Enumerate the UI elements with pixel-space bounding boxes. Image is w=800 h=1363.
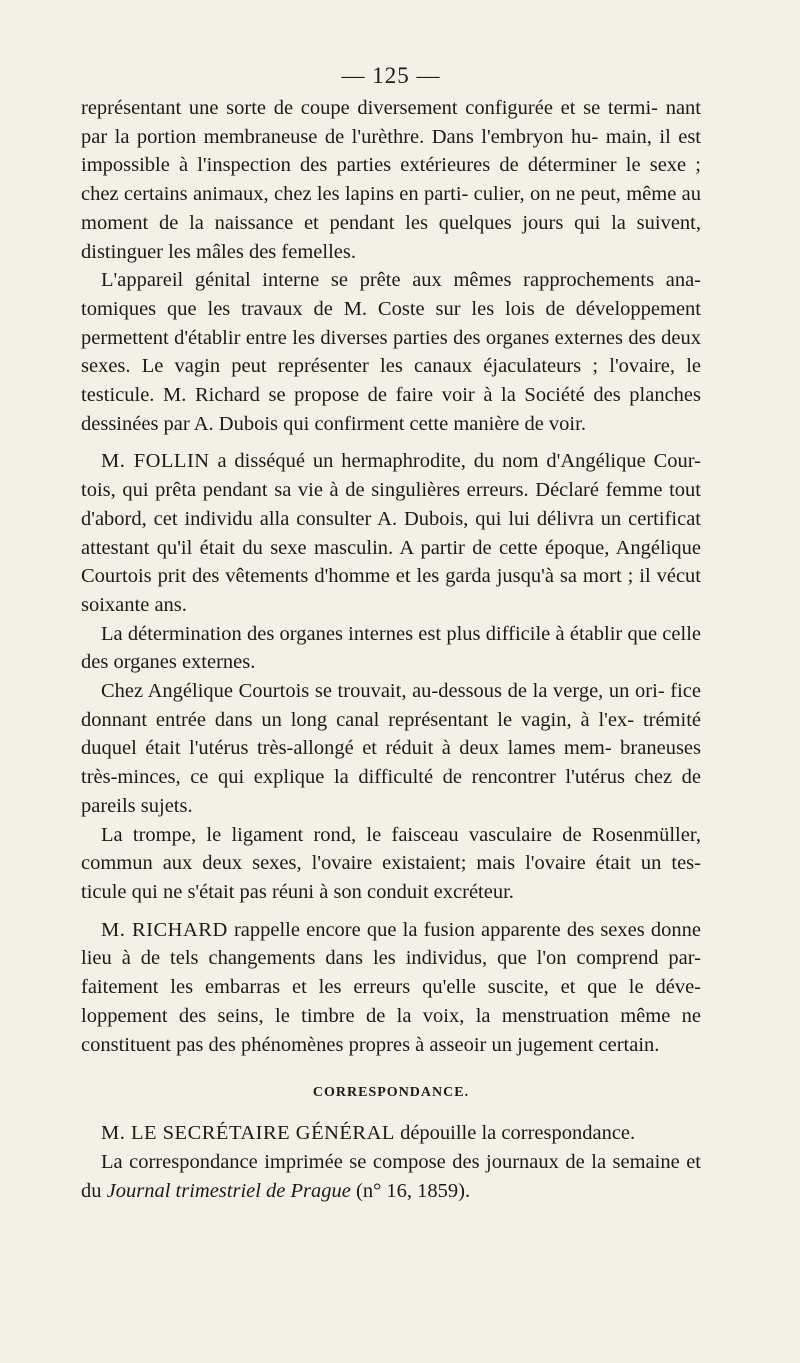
paragraph-1: représentant une sorte de coupe diversement configurée et se termi- nant par la portion membraneuse de l'urèthre. Dans l'embryon hu- main, il est impossible à l'inspection des parties extérieures de déterminer le sexe ; chez certains animaux, chez les lapins en parti- culier, on ne peut, même au moment de la naissance et pendant les quelques jours qui la suivent, distinguer les mâles des femelles. bbox=[81, 97, 701, 263]
paragraph-3-text: a disséqué un hermaphrodite, du nom d'Angélique Cour- tois, qui prêta pendant sa vie à de singulières erreurs. Déclaré femme tout d'abord, cet individu alla consulter A. Dubois, qui lui délivra un certificat attestant qu'il était du sexe masculin. A partir de cette époque, Angélique Courtois prit des vêtements d'homme et les garda jusqu'à sa mort ; il vécut soixante ans. bbox=[81, 450, 701, 616]
page-number: — 125 — bbox=[341, 63, 441, 88]
speaker-name: M. LE SECRÉTAIRE GÉNÉRAL bbox=[101, 1122, 395, 1145]
speaker-name: M. FOLLIN bbox=[101, 450, 210, 473]
paragraph-7-text: rappelle encore que la fusion apparente des sexes donne lieu à de tels changements dans les individus, que l'on comprend par- faitement les embarras et les erreurs qu'elle suscite, et que le déve- loppement des seins, le timbre de la voix, la menstruation même ne constituent pas des phénomènes propres à asseoir un jugement certain. bbox=[81, 918, 701, 1056]
paragraph-8-text: dépouille la correspondance. bbox=[394, 1122, 636, 1145]
paragraph-2: L'appareil génital interne se prête aux mêmes rapprochements ana- tomiques que les travaux de M. Coste sur les lois de développement permettent d'établir entre les diverses parties des organes externes des deux sexes. Le vagin peut représenter les canaux éjaculateurs ; l'ovaire, le testicule. M. Richard se propose de faire voir à la Société des planches dessinées par A. Dubois qui confirment cette manière de voir. bbox=[81, 269, 701, 435]
paragraph-9-text-a: La correspondance imprimée se compose des journaux de la semaine et du bbox=[81, 1150, 701, 1202]
paragraph-9-text-b: (n° 16, 1859). bbox=[350, 1179, 471, 1202]
journal-title: Journal trimestriel de Prague bbox=[106, 1179, 351, 1202]
paragraph-5: Chez Angélique Courtois se trouvait, au-dessous de la verge, un ori- fice donnant entrée dans un long canal représentant le vagin, à l'ex- trémité duquel était l'utérus très-allongé et réduit à deux lames mem- braneuses très-minces, ce qui explique la difficulté de rencontrer l'utérus chez de pareils sujets. bbox=[81, 680, 701, 817]
paragraph-9 bbox=[81, 1148, 701, 1205]
paragraph-8 bbox=[81, 1119, 701, 1148]
paragraph-3 bbox=[81, 447, 701, 619]
speaker-name: M. RICHARD bbox=[101, 918, 228, 941]
paragraph-7 bbox=[81, 916, 701, 1060]
document-page bbox=[81, 60, 701, 1205]
paragraph-6: La trompe, le ligament rond, le faisceau vasculaire de Rosenmüller, commun aux deux sexes, l'ovaire existaient; mais l'ovaire était un tes- ticule qui ne s'était pas réuni à son conduit excréteur. bbox=[81, 823, 701, 903]
paragraph-4: La détermination des organes internes est plus difficile à établir que celle des organes externes. bbox=[81, 622, 701, 674]
section-heading: CORRESPONDANCE. bbox=[312, 1085, 470, 1101]
